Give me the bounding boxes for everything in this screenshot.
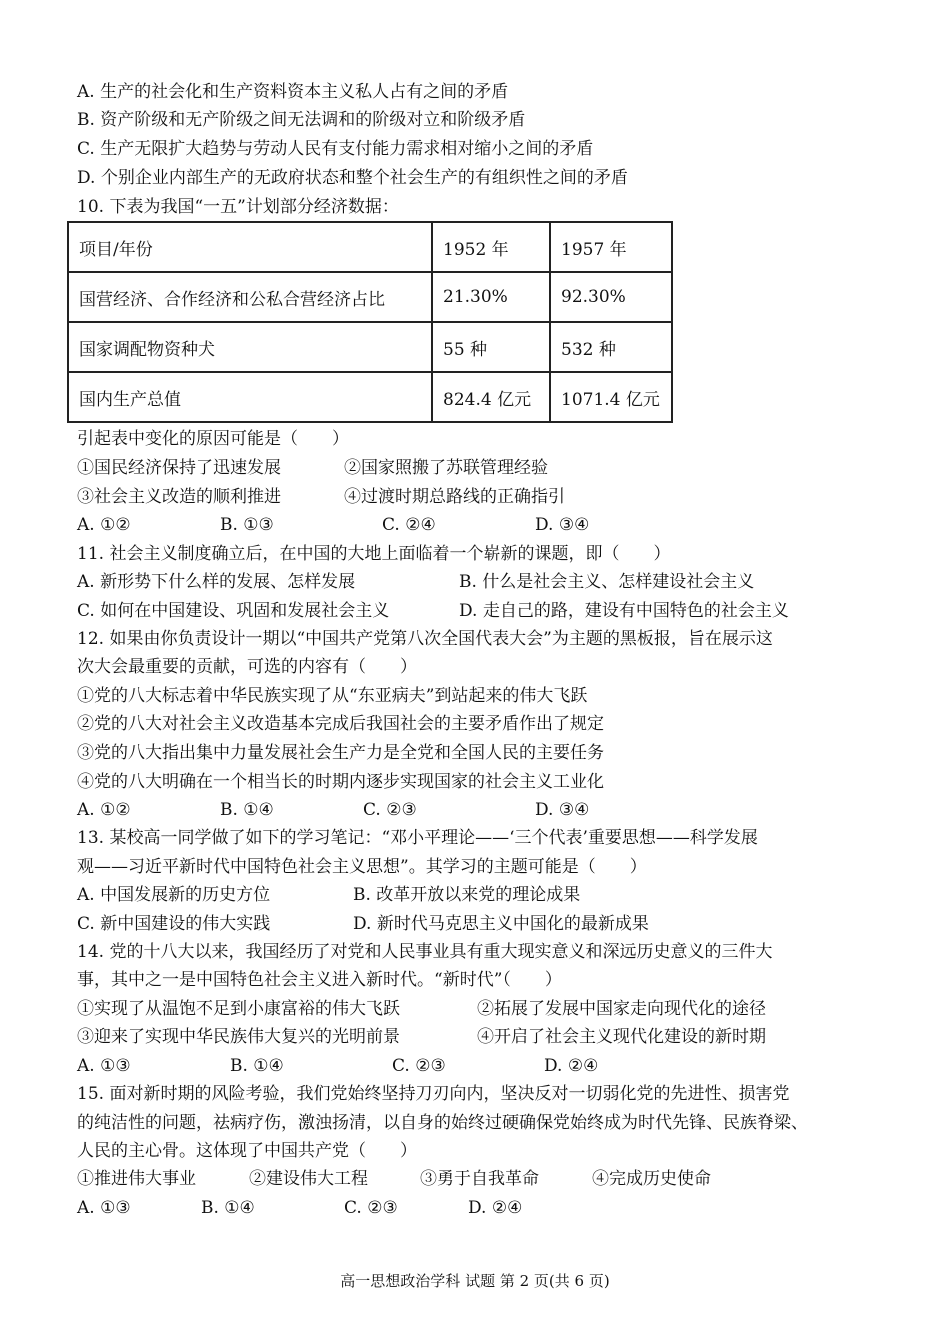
table-row: [68, 272, 672, 322]
q12-stem: 12. 如果由你负责设计一期以“中国共产党第八次全国代表大会”为主题的黑板报，旨在展示这: [77, 629, 773, 649]
q11-choice: C. 如何在中国建设、巩固和发展社会主义: [77, 601, 390, 621]
q10-stem: 10. 下表为我国“一五”计划部分经济数据：: [77, 197, 399, 217]
q12-choice: C. ②③: [363, 800, 417, 820]
q13-choice: B. 改革开放以来党的理论成果: [353, 885, 581, 905]
table-header-cell: 项目/年份: [68, 222, 432, 272]
q10-choice: B. ①③: [220, 515, 274, 535]
q9-option-c: C. 生产无限扩大趋势与劳动人民有支付能力需求相对缩小之间的矛盾: [77, 139, 594, 159]
q14-choice: C. ②③: [392, 1056, 446, 1076]
q14-item: ②拓展了发展中国家走向现代化的途径: [477, 999, 766, 1019]
q15-choice: A. ①③: [77, 1198, 131, 1218]
table-cell: 1071.4 亿元: [550, 372, 672, 422]
table-header-cell: 1952 年: [432, 222, 550, 272]
q12-item: ②党的八大对社会主义改造基本完成后我国社会的主要矛盾作出了规定: [77, 714, 604, 734]
q10-question: 引起表中变化的原因可能是（ ）: [77, 429, 349, 449]
q9-option-b: B. 资产阶级和无产阶级之间无法调和的阶级对立和阶级矛盾: [77, 110, 526, 130]
q11-choice: B. 什么是社会主义、怎样建设社会主义: [459, 572, 755, 592]
q11-choice: D. 走自己的路，建设有中国特色的社会主义: [459, 601, 789, 621]
table-header-cell: 1957 年: [550, 222, 672, 272]
q14-stem-cont: 事，其中之一是中国特色社会主义进入新时代。“新时代”（ ）: [77, 970, 562, 990]
q10-item: ②国家照搬了苏联管理经验: [344, 458, 548, 478]
table-cell: 92.30%: [550, 272, 672, 322]
q15-item: ④完成历史使命: [592, 1169, 711, 1189]
q14-choice: A. ①③: [77, 1056, 131, 1076]
q9-option-a: A. 生产的社会化和生产资料资本主义私人占有之间的矛盾: [77, 82, 509, 102]
q11-stem: 11. 社会主义制度确立后，在中国的大地上面临着一个崭新的课题，即（ ）: [77, 544, 671, 564]
q10-choice: A. ①②: [77, 515, 131, 535]
q12-choice: B. ①④: [220, 800, 274, 820]
table-cell: 532 种: [550, 322, 672, 372]
q10-item: ③社会主义改造的顺利推进: [77, 487, 281, 507]
q15-stem-cont: 人民的主心骨。这体现了中国共产党（ ）: [77, 1141, 417, 1161]
q12-item: ④党的八大明确在一个相当长的时期内逐步实现国家的社会主义工业化: [77, 772, 604, 792]
table-row: [68, 322, 672, 372]
q14-choice: B. ①④: [230, 1056, 284, 1076]
q12-stem-cont: 次大会最重要的贡献，可选的内容有（ ）: [77, 657, 417, 677]
table-cell: 824.4 亿元: [432, 372, 550, 422]
table-cell: 55 种: [432, 322, 550, 372]
q10-choice: D. ③④: [535, 515, 590, 535]
table-header-row: [68, 222, 672, 272]
q15-item: ②建设伟大工程: [249, 1169, 368, 1189]
q13-stem: 13. 某校高一同学做了如下的学习笔记：“邓小平理论——‘三个代表’重要思想——科学发展: [77, 828, 758, 848]
page-footer: 高一思想政治学科 试题 第 2 页(共 6 页): [340, 1272, 610, 1290]
q12-item: ③党的八大指出集中力量发展社会生产力是全党和全国人民的主要任务: [77, 743, 604, 763]
q14-stem: 14. 党的十八大以来，我国经历了对党和人民事业具有重大现实意义和深远历史意义的三件大: [77, 942, 773, 962]
table-row: [68, 372, 672, 422]
q13-stem-cont: 观——习近平新时代中国特色社会主义思想”。其学习的主题可能是（ ）: [77, 857, 647, 877]
q10-item: ④过渡时期总路线的正确指引: [344, 487, 565, 507]
table-cell: 21.30%: [432, 272, 550, 322]
q14-item: ④开启了社会主义现代化建设的新时期: [477, 1027, 766, 1047]
q14-choice: D. ②④: [544, 1056, 599, 1076]
q12-choice: A. ①②: [77, 800, 131, 820]
q13-choice: D. 新时代马克思主义中国化的最新成果: [353, 914, 649, 934]
table-cell: 国内生产总值: [68, 372, 432, 422]
q12-choice: D. ③④: [535, 800, 590, 820]
q15-choice: D. ②④: [468, 1198, 523, 1218]
q14-item: ①实现了从温饱不足到小康富裕的伟大飞跃: [77, 999, 400, 1019]
q15-choice: C. ②③: [344, 1198, 398, 1218]
q12-item: ①党的八大标志着中华民族实现了从“东亚病夫”到站起来的伟大飞跃: [77, 686, 588, 706]
q15-stem: 15. 面对新时期的风险考验，我们党始终坚持刀刃向内，坚决反对一切弱化党的先进性、损害党: [77, 1084, 790, 1104]
q15-item: ③勇于自我革命: [420, 1169, 539, 1189]
q11-choice: A. 新形势下什么样的发展、怎样发展: [77, 572, 356, 592]
q13-choice: A. 中国发展新的历史方位: [77, 885, 271, 905]
q15-item: ①推进伟大事业: [77, 1169, 196, 1189]
q15-choice: B. ①④: [201, 1198, 255, 1218]
q10-choice: C. ②④: [382, 515, 436, 535]
q15-stem-cont: 的纯洁性的问题，祛病疗伤，激浊扬清，以自身的始终过硬确保党始终成为时代先锋、民族脊梁、: [77, 1113, 808, 1133]
q13-choice: C. 新中国建设的伟大实践: [77, 914, 271, 934]
q14-item: ③迎来了实现中华民族伟大复兴的光明前景: [77, 1027, 400, 1047]
q9-option-d: D. 个别企业内部生产的无政府状态和整个社会生产的有组织性之间的矛盾: [77, 168, 628, 188]
q10-item: ①国民经济保持了迅速发展: [77, 458, 281, 478]
economic-data-table: [67, 221, 673, 423]
table-cell: 国营经济、合作经济和公私合营经济占比: [68, 272, 432, 322]
table-cell: 国家调配物资种犬: [68, 322, 432, 372]
